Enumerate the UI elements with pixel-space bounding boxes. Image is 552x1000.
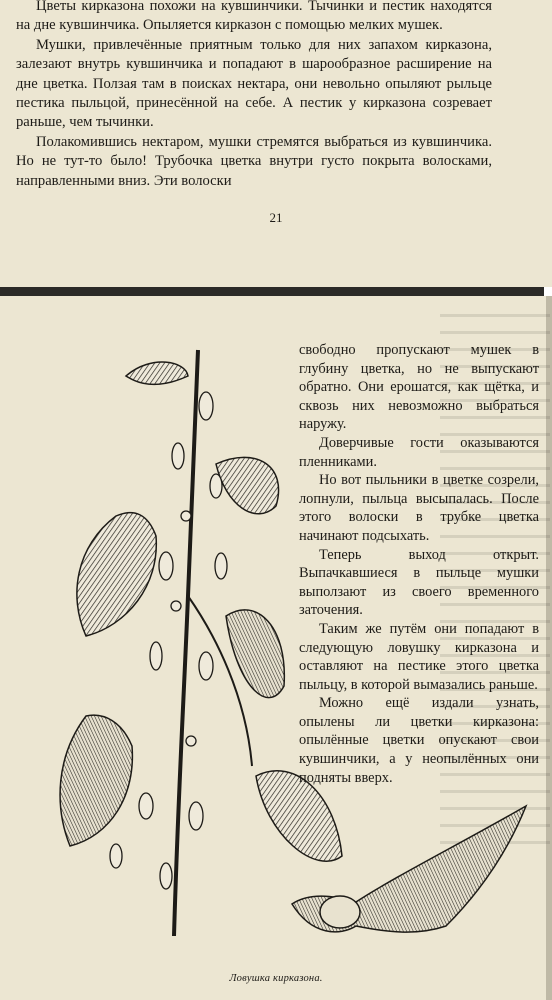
- leaf: [126, 362, 188, 384]
- leaf: [216, 457, 279, 513]
- paragraph: Мушки, привлечённые приятным только для них запахом кирказона, залезают внутрь кувшинчика и попадают в шарообразное расширение на дне цветка. Ползая там в поисках нектара, они невольно опыляют рыльце пестика пыльцой, принесённой на себе. А пестик у кирказона созревает раньше, чем тычинки.: [16, 36, 492, 131]
- paragraph: Таким же путём они попадают в следующую ловушку кирказона и оставляют на пестике этого цветка пыльцу, в которой вымазались раньше.: [299, 620, 539, 693]
- paragraph: Но вот пыльники в цветке созрели, лопнули, пыльца высыпалась. После этого волоски в трубке цветка начинают подсыхать.: [299, 472, 539, 544]
- leaf: [77, 513, 156, 636]
- illustration-caption: Ловушка кирказона.: [229, 973, 323, 984]
- page-divider: [0, 287, 552, 296]
- divider-edge: [544, 287, 552, 296]
- paragraph: Полакомившись нектаром, мушки стремятся выбраться из кувшинчика. Но не тут-то было! Трубочка цветка внутри густо покрыта волосками, направленными вниз. Эти волоски: [16, 133, 492, 189]
- top-page-text: [16, 0, 492, 191]
- page-number: 21: [269, 210, 283, 225]
- book-page-top: [0, 0, 552, 287]
- paragraph: Доверчивые гости оказываются пленниками.: [299, 434, 539, 470]
- paragraph: Цветы кирказона похожи на кувшинчики. Тычинки и пестик находятся на дне кувшинчика. Опыляется кирказон с помощью мелких мушек.: [16, 0, 492, 34]
- paragraph: свободно пропускают мушек в глубину цветка, но не выпускают обратно. Они ерошатся, как щётка, и сквозь них невозможно выбраться наружу.: [299, 342, 539, 433]
- paragraph: Можно ещё издали узнать, опылены ли цветки кирказона: опылённые цветки опускают свои кувшинчики, а у неопылённых они подняты вверх.: [299, 695, 539, 786]
- leaf: [60, 715, 132, 846]
- paragraph: Теперь выход открыт. Выпачкавшиеся в пыльце мушки выползают из своего временного заточения.: [299, 546, 539, 619]
- bottom-page-text: [299, 341, 539, 787]
